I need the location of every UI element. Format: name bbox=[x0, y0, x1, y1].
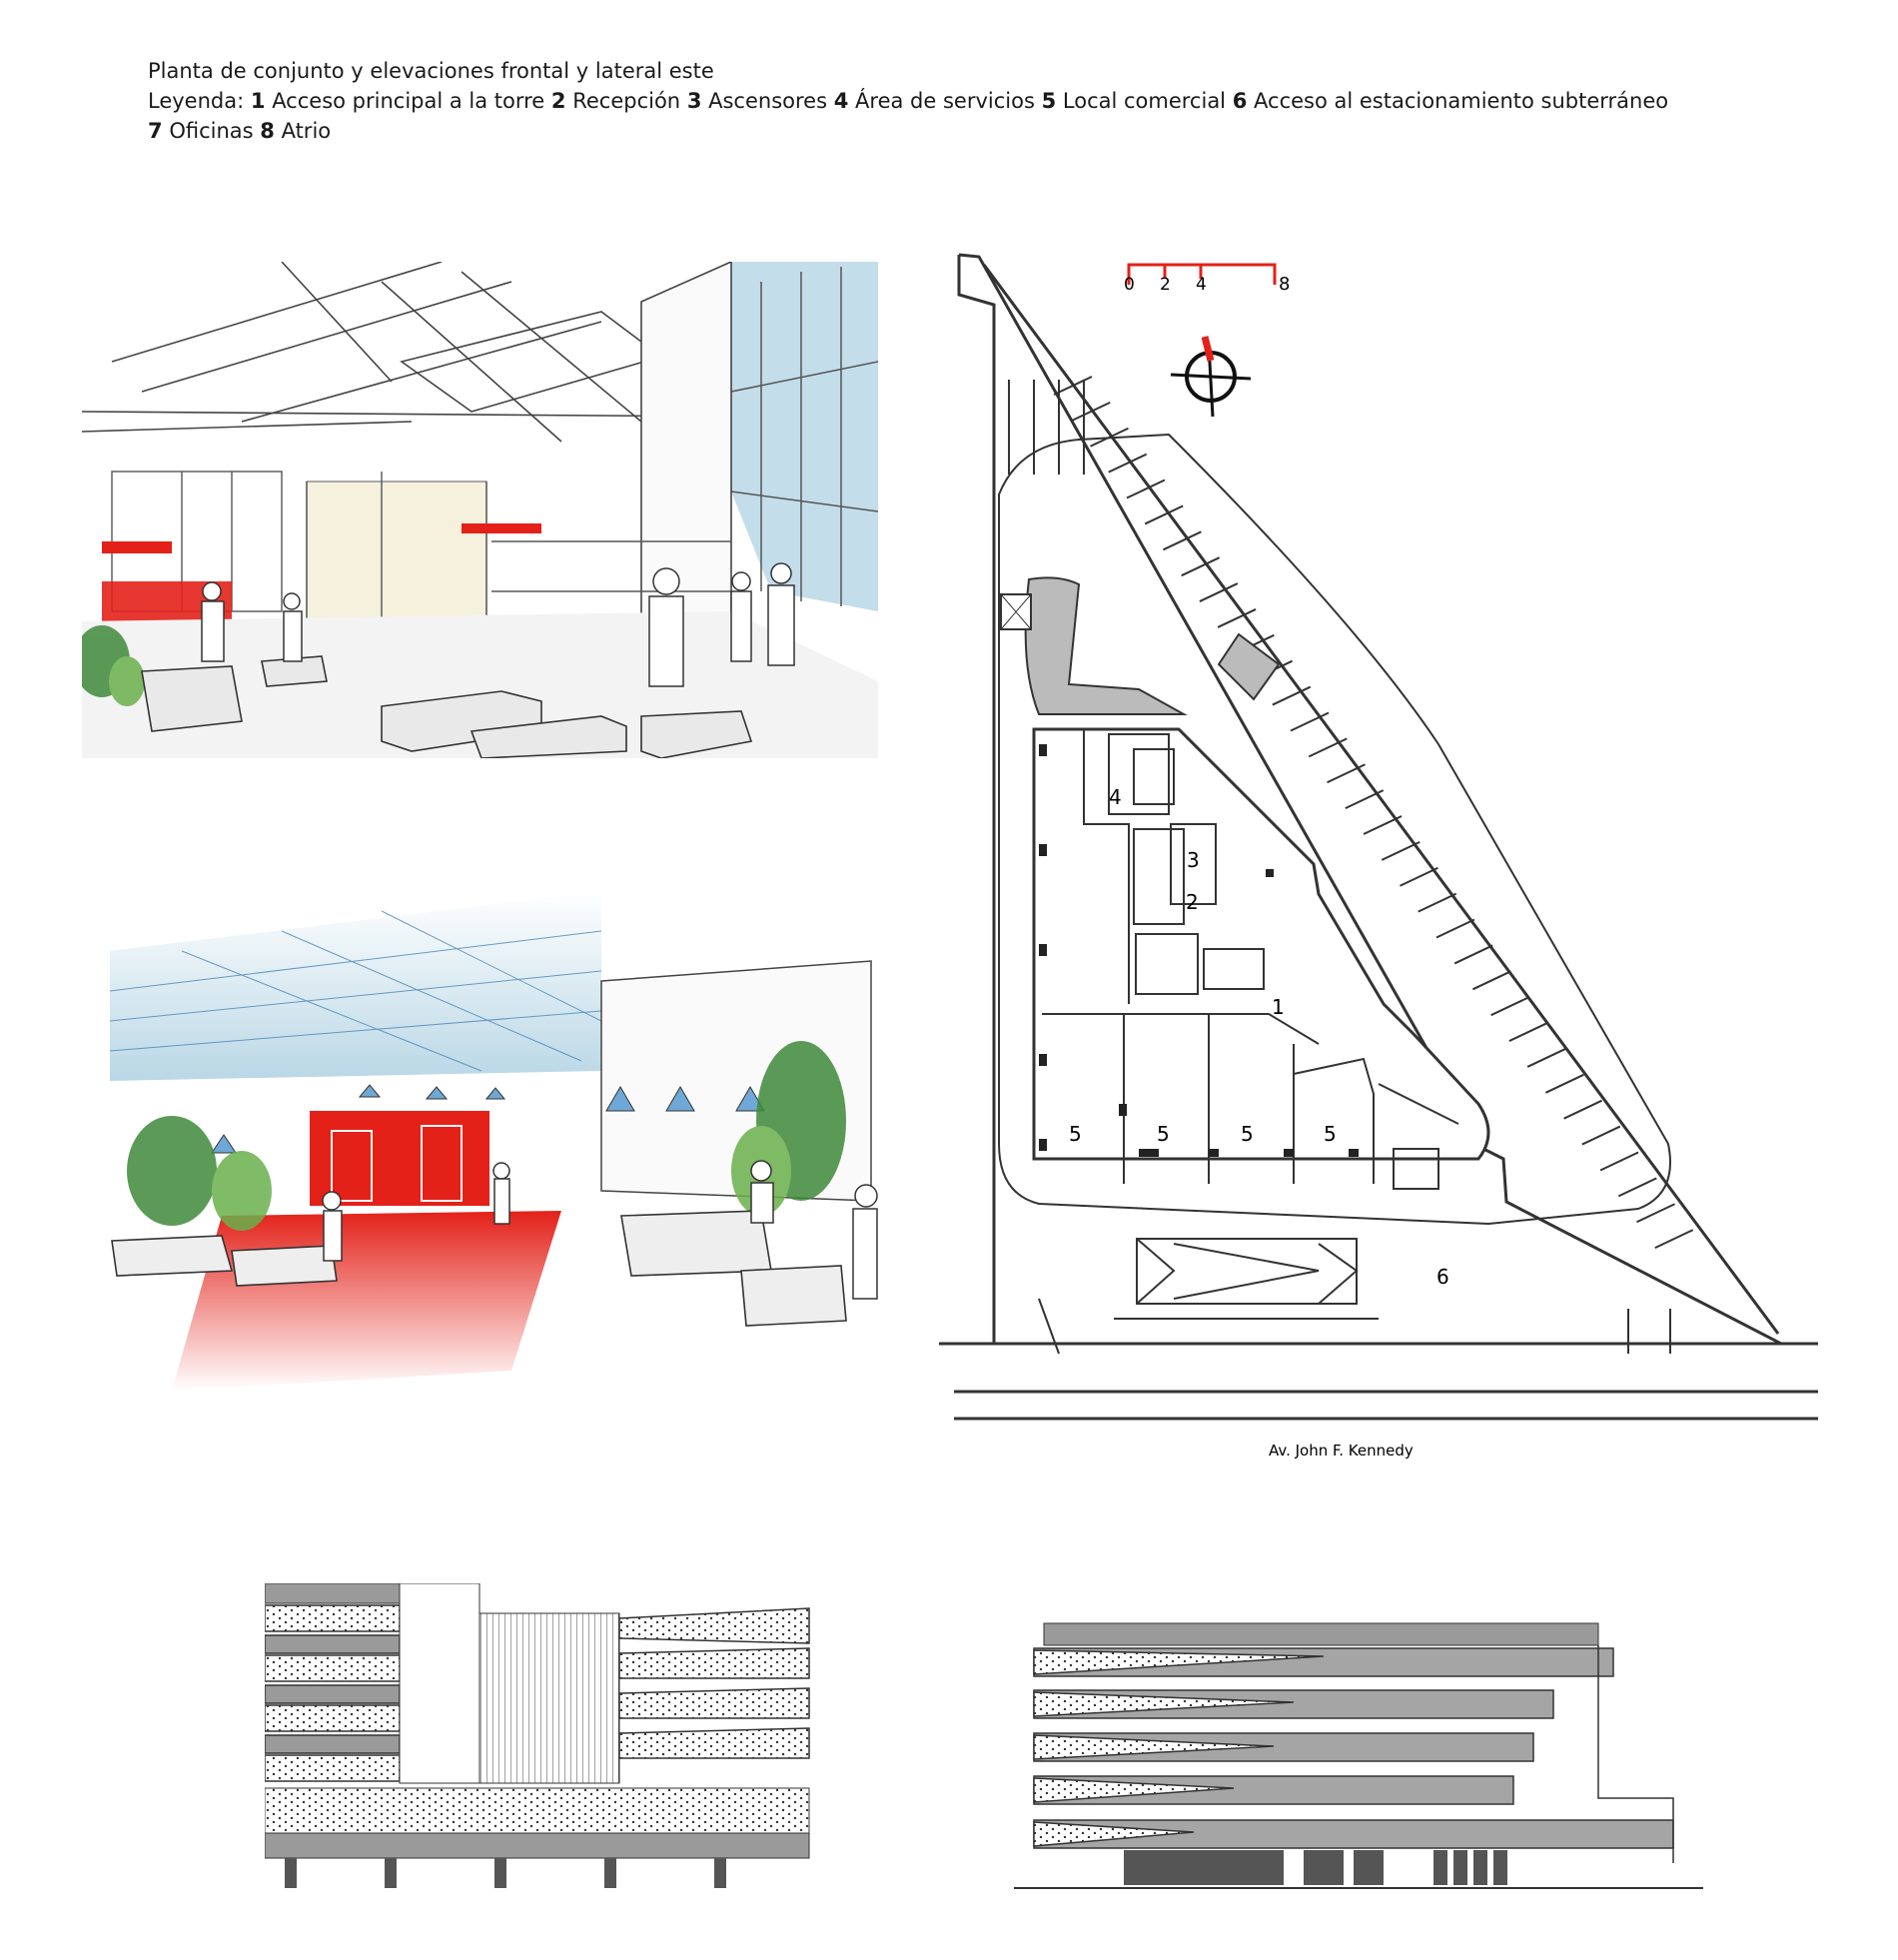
parking-stall-line bbox=[1618, 1178, 1656, 1196]
parking-stall-line bbox=[1600, 1152, 1638, 1170]
legend-num-4: 4 bbox=[833, 89, 849, 113]
legend-text-7: Oficinas bbox=[169, 119, 254, 143]
legend-line-1 bbox=[148, 86, 1668, 116]
scale-tick-0: 0 bbox=[1124, 275, 1135, 295]
label-access: 1 bbox=[1272, 995, 1285, 1019]
lateral-ground-piers bbox=[1124, 1850, 1507, 1885]
ground-piers bbox=[285, 1858, 726, 1888]
scale-tick-4: 4 bbox=[1196, 275, 1207, 295]
label-reception: 2 bbox=[1186, 890, 1199, 914]
parking-stall-line bbox=[1364, 816, 1402, 834]
parking-stall-line bbox=[1582, 1127, 1620, 1145]
lateral-east-elevation bbox=[1014, 1618, 1703, 1893]
parking-stall-line bbox=[1527, 1049, 1565, 1067]
legend-num-3: 3 bbox=[686, 89, 702, 113]
north-arrow-icon bbox=[1171, 337, 1251, 417]
parking-stalls bbox=[1009, 380, 1084, 475]
building-footprint bbox=[1034, 729, 1488, 1159]
parking-stall-line bbox=[1436, 920, 1474, 938]
legend-text-6: Acceso al estacionamiento subterráneo bbox=[1254, 89, 1669, 113]
lobby-sketch-drawing bbox=[82, 871, 878, 1438]
parking-stall-line bbox=[1346, 790, 1384, 808]
office-sketch-drawing bbox=[82, 262, 878, 758]
red-awning-left bbox=[102, 541, 172, 553]
parking-stall-line bbox=[1491, 997, 1529, 1015]
parking-stall-line bbox=[1564, 1101, 1602, 1119]
parking-stall-line bbox=[1382, 842, 1420, 860]
legend-num-1: 1 bbox=[250, 89, 266, 113]
sky-glazing bbox=[731, 262, 878, 611]
legend-prefix: Leyenda: bbox=[148, 89, 245, 113]
red-carpet bbox=[172, 1211, 561, 1391]
parking-stall-line bbox=[1509, 1023, 1547, 1041]
parking-stall-line bbox=[1472, 971, 1510, 989]
caption-title: Planta de conjunto y elevaciones frontal y lateral este bbox=[148, 59, 714, 83]
scale-tick-2: 2 bbox=[1160, 275, 1171, 295]
parapet bbox=[265, 1583, 400, 1603]
core-tower bbox=[400, 1583, 479, 1783]
legend-text-1: Acceso principal a la torre bbox=[272, 89, 545, 113]
skylight-ceiling bbox=[110, 891, 601, 1081]
label-services: 4 bbox=[1109, 785, 1122, 809]
parking-stall-line bbox=[1400, 868, 1437, 886]
site-plan bbox=[939, 245, 1818, 1459]
parking-stall-line bbox=[1419, 894, 1456, 912]
scale-tick-8: 8 bbox=[1279, 274, 1291, 295]
scale-bar bbox=[1124, 265, 1290, 295]
red-awning-center bbox=[462, 523, 541, 533]
legend-num-2: 2 bbox=[550, 89, 566, 113]
podium-band bbox=[265, 1833, 809, 1858]
parking-ramp bbox=[1114, 1239, 1379, 1319]
site-plan-drawing bbox=[939, 245, 1818, 1459]
label-shop-4: 5 bbox=[1324, 1122, 1337, 1146]
legend-num-6: 6 bbox=[1232, 89, 1248, 113]
lateral-elevation-drawing bbox=[1014, 1618, 1703, 1893]
parking-stall-line bbox=[1545, 1075, 1583, 1093]
label-shop-1: 5 bbox=[1069, 1122, 1082, 1146]
legend-num-5: 5 bbox=[1041, 89, 1057, 113]
parking-stall-line bbox=[1072, 403, 1110, 421]
legend-num-7: 7 bbox=[148, 119, 163, 143]
parking-stall-line bbox=[1655, 1230, 1693, 1248]
label-shop-3: 5 bbox=[1241, 1122, 1254, 1146]
front-elevation bbox=[265, 1583, 829, 1888]
label-shop-2: 5 bbox=[1157, 1122, 1170, 1146]
label-parking-access: 6 bbox=[1436, 1265, 1449, 1289]
landscape-island bbox=[1001, 577, 1279, 714]
podium-slab bbox=[265, 1788, 809, 1833]
street-label: Av. John F. Kennedy bbox=[1269, 1442, 1414, 1459]
label-elevators: 3 bbox=[1187, 848, 1200, 872]
glazed-atrium bbox=[479, 1613, 619, 1783]
parking-stall-line bbox=[1328, 764, 1366, 782]
legend-text-8: Atrio bbox=[281, 119, 332, 143]
figure-caption bbox=[148, 56, 1668, 146]
office-interior-sketch bbox=[82, 262, 878, 758]
legend-line-2 bbox=[148, 116, 1668, 146]
legend-text-2: Recepción bbox=[572, 89, 681, 113]
legend-text-5: Local comercial bbox=[1062, 89, 1227, 113]
legend-text-4: Área de servicios bbox=[855, 89, 1035, 113]
lobby-atrium-sketch bbox=[82, 871, 878, 1438]
dotted-slabs-left bbox=[265, 1605, 400, 1781]
front-elevation-drawing bbox=[265, 1583, 829, 1888]
ceiling-grid bbox=[82, 262, 731, 442]
lateral-slabs bbox=[1034, 1648, 1673, 1848]
legend-num-8: 8 bbox=[260, 119, 275, 143]
parking-stall-line bbox=[1454, 945, 1492, 963]
traffic-arrows bbox=[1039, 1299, 1670, 1354]
legend-text-3: Ascensores bbox=[708, 89, 828, 113]
lateral-parapet bbox=[1044, 1623, 1598, 1645]
dotted-slabs-right bbox=[619, 1608, 809, 1758]
